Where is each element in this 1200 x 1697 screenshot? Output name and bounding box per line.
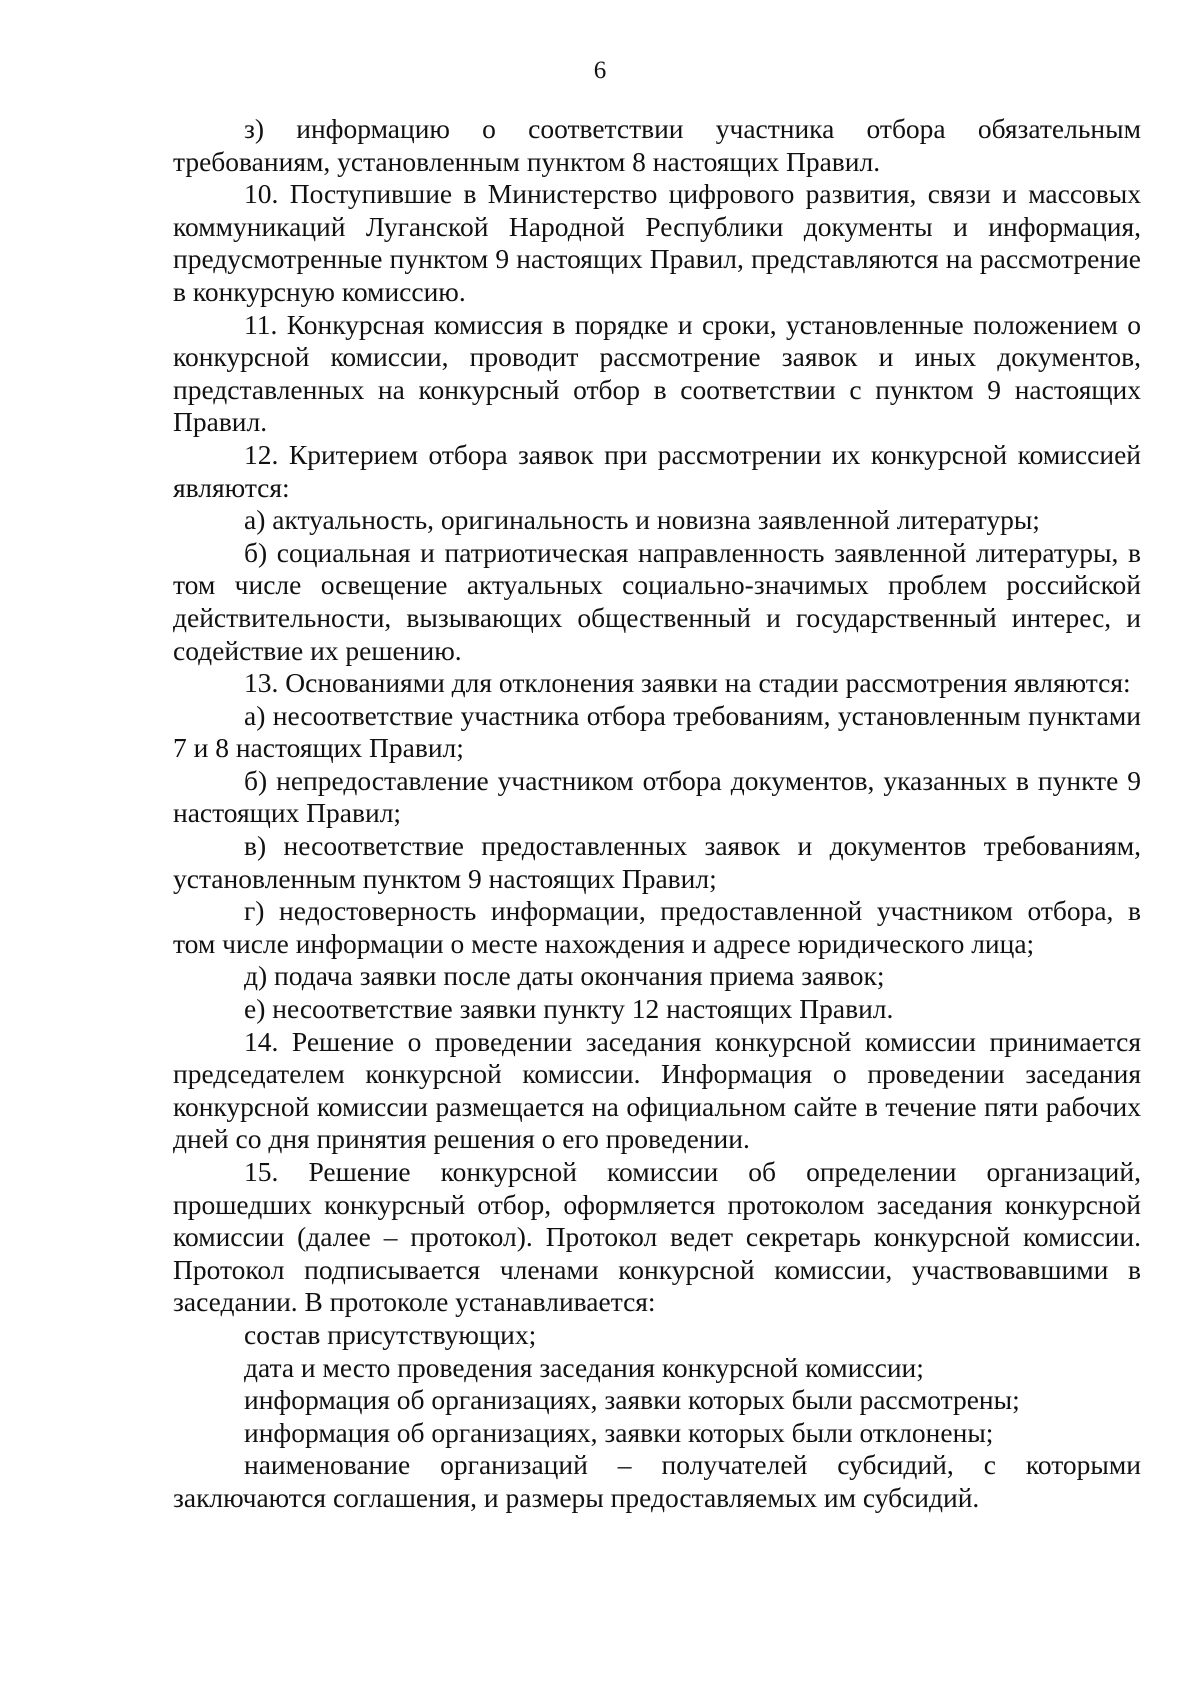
document-body <box>173 113 1141 1515</box>
paragraph-13-item-e: е) несоответствие заявки пункту 12 настоящих Правил. <box>244 993 894 1025</box>
paragraph-13-item-a: а) несоответствие участника отбора требованиям, установленным пунктами 7 и 8 настоящих Правил; <box>173 699 1141 764</box>
paragraph-10: 10. Поступившие в Министерство цифрового развития, связи и массовых коммуникаций Луганской Народной Республики документы и информация, предусмотренные пунктом 9 настоящих Правил, представляются на рассмотрение в конкурсную комиссию. <box>173 178 1141 307</box>
paragraph-11: 11. Конкурсная комиссия в порядке и сроки, установленные положением о конкурсной комиссии, проводит рассмотрение заявок и иных документов, представленных на конкурсный отбор в соответствии с пунктом 9 настоящих Правил. <box>173 308 1141 438</box>
paragraph-13: 13. Основаниями для отклонения заявки на стадии рассмотрения являются: <box>244 667 1131 699</box>
paragraph-13-item-g: г) недостоверность информации, предоставленной участником отбора, в том числе информации о месте нахождения и адресе юридического лица; <box>173 895 1141 959</box>
paragraph-13-item-d: д) подача заявки после даты окончания приема заявок; <box>244 960 885 992</box>
protocol-item-recipients: наименование организаций – получателей субсидий, с которыми заключаются соглашения, и размеры предоставляемых им субсидий. <box>173 1449 1141 1513</box>
paragraph-14: 14. Решение о проведении заседания конкурсной комиссии принимается председателем конкурсной комиссии. Информация о проведении заседания конкурсной комиссии размещается на официальном сайте в течение пяти рабочих дней со дня принятия решения о его проведении. <box>173 1025 1141 1155</box>
paragraph-12-item-b: б) социальная и патриотическая направленность заявленной литературы, в том числе освещение актуальных социально-значимых проблем российской действительности, вызывающих общественный и государственный интерес, и содействие их решению. <box>173 536 1141 666</box>
page-number: 6 <box>593 57 607 84</box>
paragraph-15: 15. Решение конкурсной комиссии об определении организаций, прошедших конкурсный отбор, оформляется протоколом заседания конкурсной комиссии (далее – протокол). Протокол ведет секретарь конкурсной комиссии. Протокол подписывается членами конкурсной комиссии, участвовавшими в заседании. В протоколе устанавливается: <box>173 1156 1141 1318</box>
protocol-item-rejected: информация об организациях, заявки которых были отклонены; <box>244 1416 994 1448</box>
paragraph-13-item-v: в) несоответствие предоставленных заявок и документов требованиям, установленным пунктом 9 настоящих Правил; <box>173 830 1141 894</box>
paragraph-12: 12. Критерием отбора заявок при рассмотрении их конкурсной комиссией являются: <box>173 438 1141 503</box>
paragraph-12-item-a: а) актуальность, оригинальность и новизна заявленной литературы; <box>244 504 1040 536</box>
protocol-item-date-place: дата и место проведения заседания конкурсной комиссии; <box>244 1351 924 1383</box>
paragraph-item-z: з) информацию о соответствии участника отбора обязательным требованиям, установленным пунктом 8 настоящих Правил. <box>173 113 1141 177</box>
protocol-item-attendees: состав присутствующих; <box>244 1318 537 1350</box>
protocol-item-reviewed: информация об организациях, заявки которых были рассмотрены; <box>244 1384 1020 1416</box>
paragraph-13-item-b: б) непредоставление участником отбора документов, указанных в пункте 9 настоящих Правил; <box>173 764 1141 829</box>
